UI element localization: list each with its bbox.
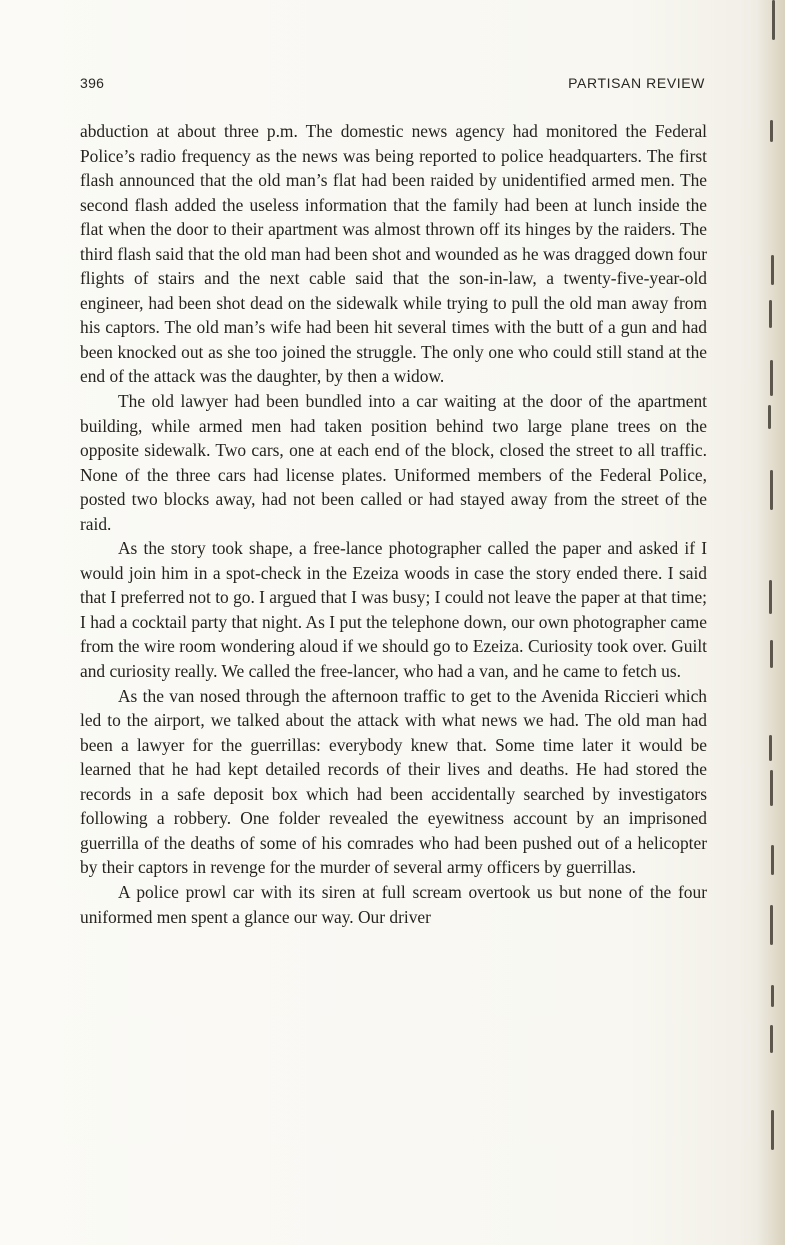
binding-edge-mark	[768, 405, 771, 429]
paragraph-3: As the story took shape, a free-lance photographer called the paper and asked if I would join him in a spot-check in the Ezeiza woods in case the story ended there. I said that I preferred not to go. I argued that I was busy; I could not leave the paper at that time; I had a cocktail party that night. As I put the telephone down, our own photographer came from the wire room wondering aloud if we should go to Ezeiza. Curiosity took over. Guilt and curiosity really. We called the free-lancer, who had a van, and he came to fetch us.	[80, 538, 707, 682]
binding-edge-mark	[771, 845, 774, 875]
binding-edge-mark	[770, 640, 773, 668]
binding-edge-mark	[770, 470, 773, 510]
binding-edge-mark	[771, 1110, 774, 1150]
binding-edge-mark	[769, 300, 772, 328]
page-number: 396	[80, 75, 105, 91]
binding-edge-mark	[770, 1025, 773, 1053]
binding-edge-mark	[770, 905, 773, 945]
paragraph-5: A police prowl car with its siren at full scream overtook us but none of the four uniformed men spent a glance our way. Our driver	[80, 881, 707, 927]
paragraph-2: The old lawyer had been bundled into a car waiting at the door of the apartment building, while armed men had taken position behind two large plane trees on the opposite sidewalk. Two cars, one at each end of the block, closed the street to all traffic. None of the three cars had license plates. Uniformed members of the Federal Police, posted two blocks away, had not been called or had stayed away from the street of the raid.	[80, 391, 707, 534]
binding-edge-mark	[772, 0, 775, 40]
running-head: PARTISAN REVIEW	[568, 75, 705, 91]
binding-edge-mark	[769, 735, 772, 761]
binding-edge-mark	[771, 985, 774, 1007]
binding-edge-mark	[770, 770, 773, 806]
paragraph-4: As the van nosed through the afternoon traffic to get to the Avenida Riccieri which led to the airport, we talked about the attack with what news we had. The old man had been a lawyer for the guerrillas: everybody knew that. Some time later it would be learned that he had kept detailed records of their lives and deaths. He had stored the records in a safe deposit box which had been accidentally searched by investigators following a robbery. One folder revealed the eyewitness account by an imprisoned guerrilla of the deaths of some of his comrades who had been pushed out of a helicopter by their captors in revenge for the murder of several army officers by guerrillas.	[80, 685, 707, 878]
binding-gutter	[757, 0, 785, 1245]
binding-edge-mark	[770, 360, 773, 396]
binding-edge-mark	[769, 580, 772, 614]
paragraph-1: abduction at about three p.m. The domestic news agency had monitored the Federal Police’s radio frequency as the news was being reported to police headquarters. The first flash announced that the old man’s flat had been raided by unidentified armed men. The second flash added the useless information that the family had been at lunch inside the flat when the door to their apartment was almost thrown off its hinges by the raiders. The third flash said that the old man had been shot and wounded as he was dragged down four flights of stairs and the next cable said that the son-in-law, a twenty-five-year-old engineer, had been shot dead on the sidewalk while trying to pull the old man away from his captors. The old man’s wife had been hit several times with the butt of a gun and had been knocked out as she too joined the struggle. The only one who could still stand at the end of the attack was the daughter, by then a widow.	[80, 121, 707, 387]
binding-edge-mark	[771, 255, 774, 285]
page-header	[80, 75, 705, 97]
body-text	[80, 119, 707, 929]
binding-edge-mark	[770, 120, 773, 142]
